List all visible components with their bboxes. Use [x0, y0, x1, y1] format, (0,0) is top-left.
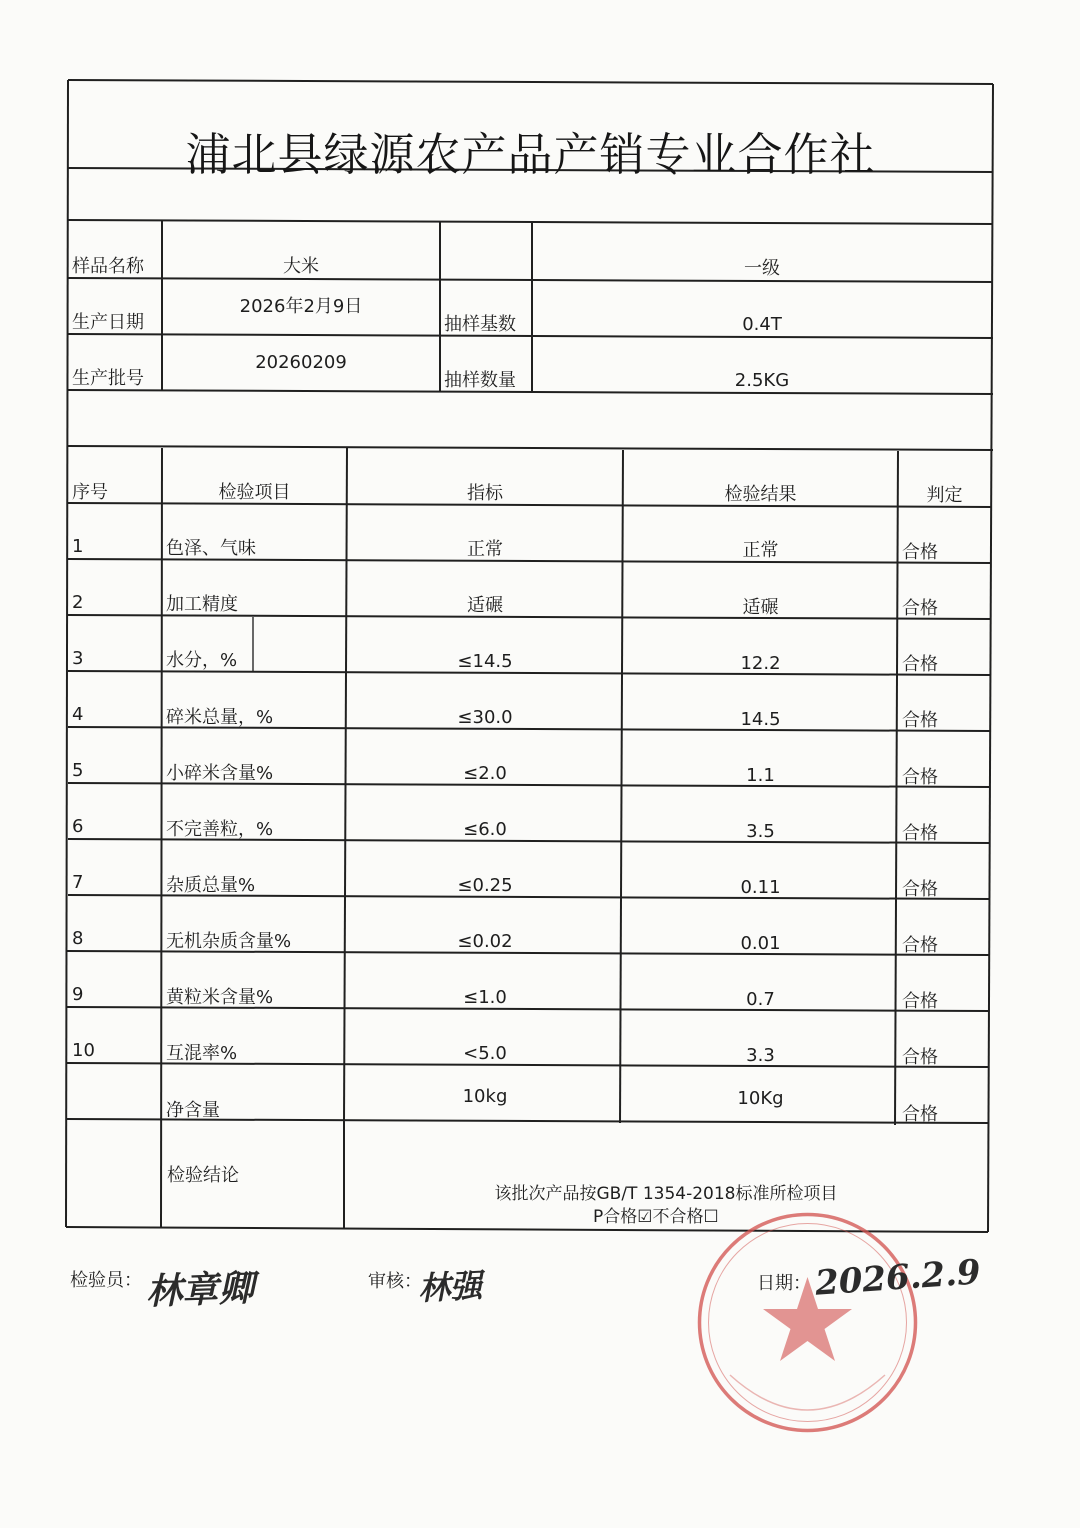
row-result: 14.5: [740, 709, 781, 730]
grade-value: 一级: [744, 258, 780, 279]
row-verdict: 合格: [902, 710, 938, 731]
header-result: 检验结果: [724, 484, 797, 505]
row-result: 0.7: [746, 989, 775, 1010]
row-item: 小碎米含量%: [166, 763, 274, 784]
header-standard: 指标: [467, 483, 503, 504]
row-verdict: 合格: [902, 879, 938, 900]
batch-value: 20260209: [255, 352, 347, 373]
date-handwritten: 2026.2.9: [813, 1252, 982, 1304]
row-result: 10Kg: [737, 1088, 784, 1109]
row-verdict: 合格: [902, 823, 938, 844]
row-verdict: 合格: [902, 1047, 938, 1068]
row-standard: ≤30.0: [457, 707, 513, 728]
row-item: 无机杂质含量%: [166, 931, 292, 952]
row-verdict: 合格: [902, 767, 938, 788]
inspector-label: 检验员：: [70, 1270, 142, 1291]
conclusion-label: 检验结论: [167, 1165, 239, 1186]
row-no: 8: [72, 928, 84, 949]
pass-checkbox: ☑: [637, 1207, 653, 1227]
header-no: 序号: [72, 482, 108, 503]
row-verdict: 合格: [902, 542, 938, 563]
row-standard: <5.0: [463, 1043, 507, 1064]
row-result: 正常: [742, 540, 779, 561]
row-standard: ≤0.25: [457, 875, 513, 896]
date-label: 日期：: [757, 1273, 811, 1294]
row-no: 3: [72, 648, 84, 669]
row-item: 色泽、气味: [166, 538, 256, 559]
row-no: 10: [72, 1040, 95, 1061]
row-result: 3.5: [746, 821, 775, 842]
row-result: 12.2: [740, 653, 781, 674]
row-standard: ≤2.0: [463, 763, 507, 784]
row-item: 不完善粒，%: [166, 819, 274, 840]
row-item: 水分，%: [166, 650, 238, 671]
prod-date-label: 生产日期: [72, 312, 144, 333]
pass-label: P合格: [593, 1207, 638, 1227]
row-item: 黄粒米含量%: [166, 987, 274, 1008]
row-item: 互混率%: [166, 1043, 238, 1064]
row-item: 加工精度: [166, 594, 238, 615]
header-item: 检验项目: [218, 482, 291, 503]
row-verdict: 合格: [902, 935, 938, 956]
reviewer-label: 审核：: [368, 1271, 422, 1292]
row-result: 适碾: [742, 597, 779, 618]
row-no: 2: [72, 592, 84, 613]
sample-name-label: 样品名称: [72, 256, 144, 277]
row-no: 6: [72, 816, 84, 837]
row-no: 1: [72, 536, 84, 557]
sample-qty-value: 2.5KG: [734, 370, 790, 391]
row-result: 0.11: [740, 877, 781, 898]
row-no: 7: [72, 872, 84, 893]
fail-label: 不合格: [652, 1207, 704, 1227]
prod-date-value: 2026年2月9日: [239, 296, 363, 317]
row-standard: 10kg: [462, 1086, 508, 1107]
batch-label: 生产批号: [72, 368, 144, 389]
sample-base-value: 0.4T: [742, 314, 782, 335]
row-no: 5: [72, 760, 84, 781]
inspector-signature: 林章卿: [145, 1267, 255, 1313]
fail-checkbox: ☐: [703, 1207, 719, 1227]
page-title: 浦北县绿源农产品产销专业合作社: [185, 128, 876, 181]
row-result: 1.1: [746, 765, 775, 786]
row-standard: ≤1.0: [463, 987, 507, 1008]
header-verdict: 判定: [926, 485, 963, 506]
row-verdict: 合格: [902, 991, 938, 1012]
row-item: 杂质总量%: [166, 875, 256, 896]
row-no: 4: [72, 704, 84, 725]
row-result: 3.3: [746, 1045, 775, 1066]
row-standard: ≤0.02: [457, 931, 513, 952]
row-verdict: 合格: [902, 654, 938, 675]
row-standard: ≤6.0: [463, 819, 507, 840]
sample-name-value: 大米: [283, 256, 319, 277]
official-seal-stamp: [690, 1205, 925, 1440]
row-no: 9: [72, 984, 84, 1005]
reviewer-signature: 林强: [417, 1266, 484, 1308]
conclusion-text: 该批次产品按GB/T 1354-2018标准所检项目: [494, 1184, 838, 1204]
row-standard: 正常: [467, 539, 503, 560]
row-verdict: 合格: [902, 1104, 938, 1125]
row-result: 0.01: [740, 933, 781, 954]
sample-base-label: 抽样基数: [444, 314, 516, 335]
row-verdict: 合格: [902, 598, 938, 619]
row-standard: ≤14.5: [457, 651, 513, 672]
row-standard: 适碾: [467, 595, 503, 616]
row-item: 净含量: [166, 1100, 220, 1121]
row-item: 碎米总量，%: [166, 707, 274, 728]
sample-qty-label: 抽样数量: [444, 370, 516, 391]
